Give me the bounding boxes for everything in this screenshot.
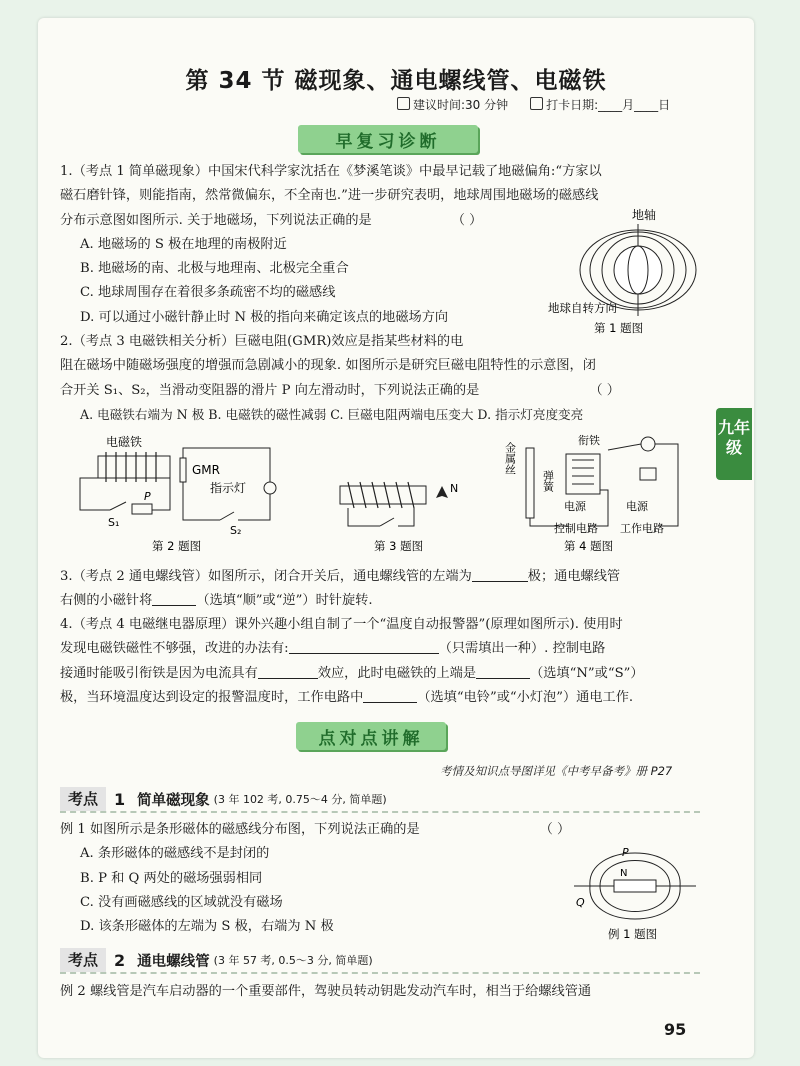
fig2-caption: 第 2 题图 [152,539,202,553]
q3-blank-1[interactable] [472,565,528,582]
figure-3-solenoid [330,470,480,554]
q2-options: A. 电磁铁右端为 N 极 B. 电磁铁的磁性减弱 C. 巨磁电阻两端电压变大 D. 指示灯亮度变亮 [80,406,584,422]
q1-option-d: D. 可以通过小磁针静止时 N 极的指向来确定该点的地磁场方向 [80,309,449,325]
fig2-lamp: 指示灯 [210,481,247,495]
fig2-gmr: GMR [192,463,220,477]
example-2 [60,980,700,1004]
fig2-electromagnet-label: 电磁铁 [106,435,143,449]
figure-1-earth-field [540,206,700,338]
q1-option-b: B. 地磁场的南、北极与地理南、北极完全重合 [80,261,349,277]
q4-blank-3[interactable] [476,662,530,679]
meta-row [397,96,670,113]
q1-line-1: 1.（考点 1 简单磁现象）中国宋代科学家沈括在《梦溪笔谈》中最早记载了地磁偏角:“方家以 [60,164,602,179]
q2-line-1: 2.（考点 3 电磁铁相关分析）巨磁电阻(GMR)效应是指某些材料的电 [60,334,464,349]
kaodian-2-number: 2 [114,950,126,970]
ex1-fig-caption: 例 1 题图 [608,927,658,941]
fig1-rotation-label: 地球自转方向 [548,301,617,315]
q1-option-c: C. 地球周围存在着很多条疏密不均的磁感线 [80,285,336,301]
kaodian-1-header [60,787,700,813]
ex1-option-b: B. P 和 Q 两处的磁场强弱相同 [80,870,263,886]
kaodian-2-info: (3 年 57 考, 0.5～3 分, 简单题) [213,954,373,967]
kaodian-2-label: 考点 [60,948,106,972]
kaodian-2-name: 通电螺线管 [137,953,210,970]
fig2-p: P [144,490,151,503]
q4-line-2: 发现电磁铁磁性不够强，改进的办法有: （只需填出一种）. 控制电路 [60,637,700,661]
kaodian-1-number: 1 [114,789,126,809]
fig4-work-circuit: 工作电路 [620,522,664,535]
fig3-needle-n: N [450,482,459,495]
figure-4-thermal-alarm [503,430,698,554]
q2-answer-paren: （ ） [589,382,620,398]
kaodian-1-name: 简单磁现象 [137,792,210,809]
q3-line-2: 右侧的小磁针将 （选填“顺”或“逆”）时针旋转. [60,589,700,613]
q4-blank-2[interactable] [258,662,318,679]
calendar-icon [530,97,543,110]
q1-line-2: 磁石磨针锋，则能指南，然常微偏东，不全南也.”进一步研究表明，地球周围地磁场的磁感线 [60,188,599,204]
q4-line-3: 接通时能吸引衔铁是因为电流具有 效应，此时电磁铁的上端是 （选填“N”或“S”） [60,662,700,686]
question-4 [60,613,700,710]
page-title: 第 34 节 磁现象、通电螺线管、电磁铁 [185,68,607,94]
checkin-date: 打卡日期:____月____日 [530,96,670,113]
ex1-line: 例 1 如图所示是条形磁体的磁感线分布图，下列说法正确的是 （ ） [60,822,571,837]
question-3 [60,565,700,614]
ex1-fig-q: Q [576,896,585,909]
fig4-power-work: 电源 [626,500,648,513]
suggested-time: 建议时间:30 分钟 [397,96,508,113]
ex1-fig-p: P [622,846,629,859]
example-1-bar-magnet-field [570,842,700,942]
section-banner-review: 早复习诊断 [298,125,478,153]
reference-note: 考情及知识点导图详见《中考早备考》册 P27 [440,764,673,778]
fig4-control-circuit: 控制电路 [554,522,598,535]
fig4-power-control: 电源 [564,500,586,513]
fig1-axis-label: 地轴 [632,208,657,222]
q2-line-2: 阻在磁场中随磁场强度的增强而急剧减小的现象. 如图所示是研究巨磁电阻特性的示意图，闭 [60,358,596,374]
ex1-option-c: C. 没有画磁感线的区域就没有磁场 [80,894,283,910]
q3-line-1: 3.（考点 2 通电螺线管）如图所示，闭合开关后，通电螺线管的左端为 极；通电螺线管 [60,565,700,589]
q4-blank-4[interactable] [363,686,417,703]
fig2-s1: S₁ [108,516,120,529]
q4-blank-1[interactable] [289,637,439,654]
fig3-caption: 第 3 题图 [374,539,424,553]
q4-line-4: 极，当环境温度达到设定的报警温度时，工作电路中 （选填“电铃”或“小灯泡”）通电工作. [60,686,700,710]
page-number: 95 [664,1020,687,1039]
q1-line-3: 分布示意图如图所示. 关于地磁场，下列说法正确的是 （ ） [60,212,483,228]
q1-answer-paren: （ ） [451,212,483,228]
fig4-metal-wire: 金属丝 [503,442,517,475]
grade-tab: 九年级 [716,408,752,480]
q3-blank-2[interactable] [152,589,196,606]
q1-option-a: A. 地磁场的 S 极在地理的南极附近 [80,236,287,252]
question-2 [60,330,700,427]
figure-2-gmr-circuit [70,430,290,554]
kaodian-2-header [60,948,700,974]
q4-line-1: 4.（考点 4 电磁继电器原理）课外兴趣小组自制了一个“温度自动报警器”(原理如图所示). 使用时 [60,617,623,632]
q2-line-3: 合开关 S₁、S₂，当滑动变阻器的滑片 P 向左滑动时，下列说法正确的是 （ ） [60,382,620,398]
ex1-fig-n: N [620,868,628,879]
kaodian-1-info: (3 年 102 考, 0.75～4 分, 简单题) [213,793,387,806]
fig4-caption: 第 4 题图 [564,539,614,553]
ex1-option-a: A. 条形磁体的磁感线不是封闭的 [80,846,270,862]
ex1-answer-paren: （ ） [539,822,571,837]
ex2-line: 例 2 螺线管是汽车启动器的一个重要部件，驾驶员转动钥匙发动汽车时，相当于给螺线管通 [60,984,592,999]
fig2-s2: S₂ [230,524,242,537]
fig1-caption: 第 1 题图 [594,321,644,335]
kaodian-1-label: 考点 [60,787,106,811]
ex1-option-d: D. 该条形磁体的左端为 S 极，右端为 N 极 [80,919,334,935]
fig4-armature: 衔铁 [578,434,600,447]
section-banner-explanation: 点对点讲解 [296,722,446,750]
fig4-spring: 弹簧 [541,470,555,492]
clock-icon [397,97,410,110]
